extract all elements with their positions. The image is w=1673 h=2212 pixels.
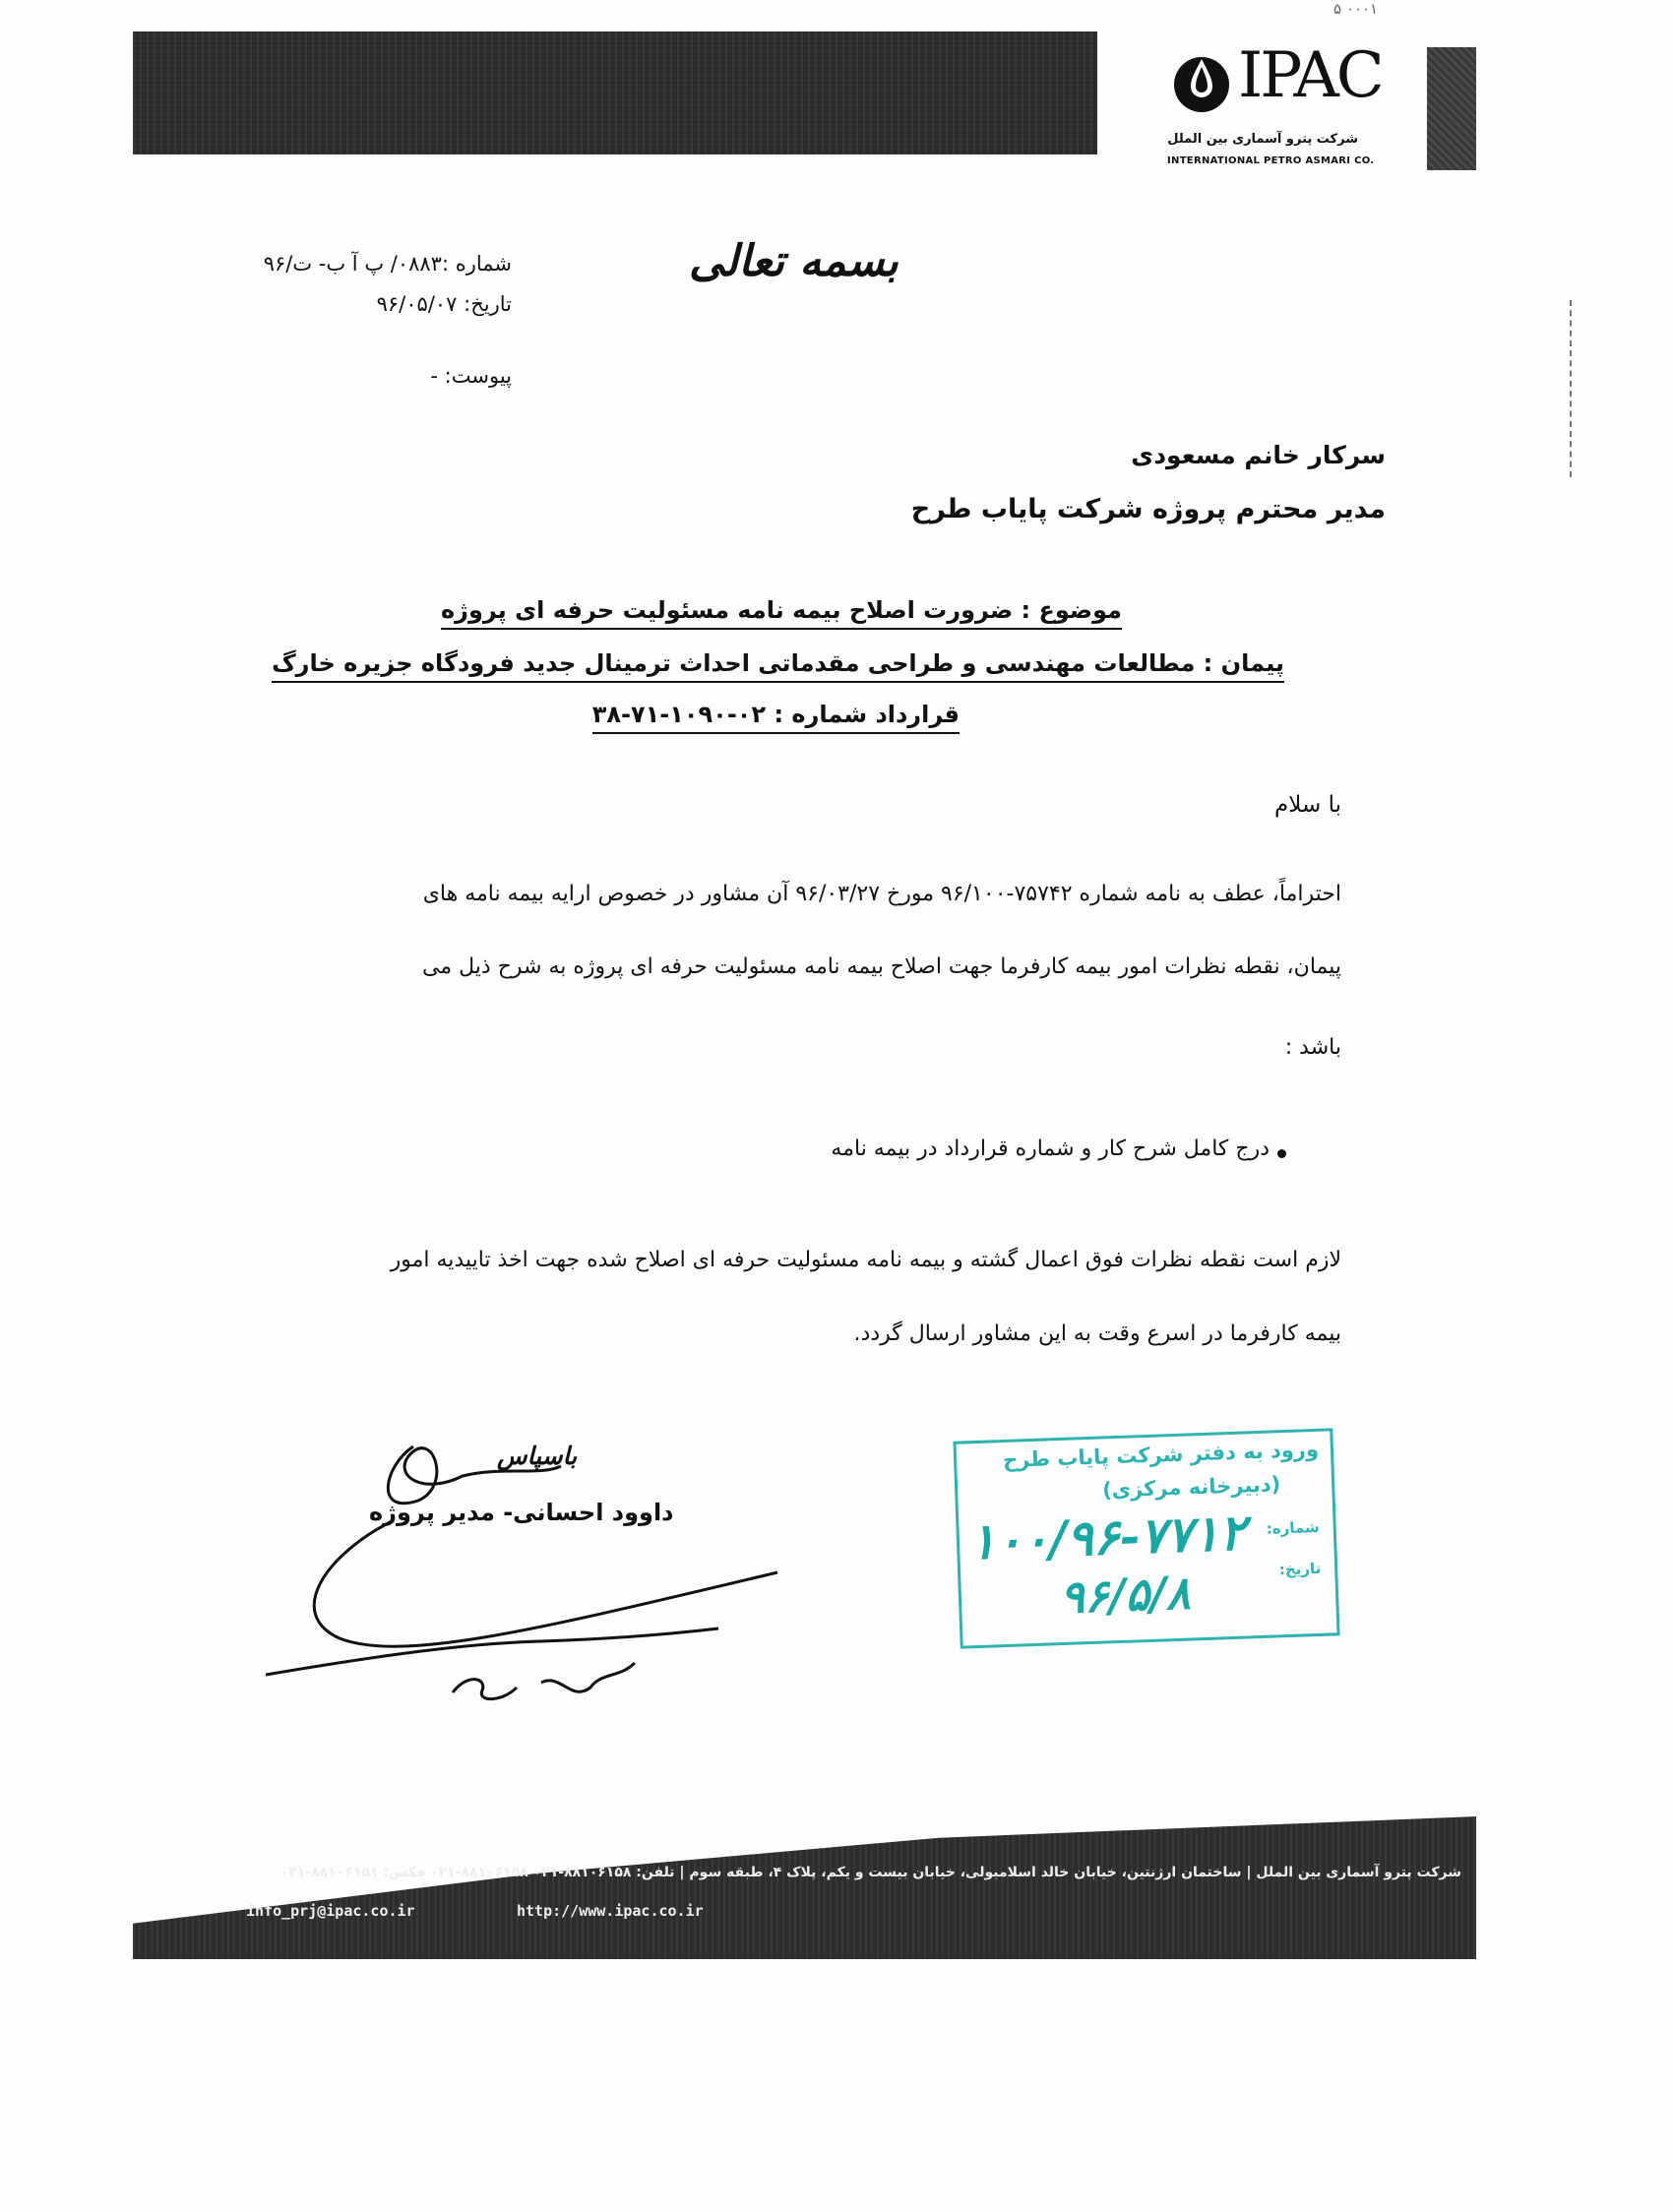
greeting: با سلام xyxy=(1274,792,1341,818)
contract-number-line: قرارداد شماره : ۰۲-۱۰۹۰-۷۱-۳۸ xyxy=(592,701,960,734)
stamp-number: ۱۰۰/۹۶-۷۷۱۲ xyxy=(967,1503,1247,1571)
contract-title-line: پیمان : مطالعات مهندسی و طراحی مقدماتی احداث ترمینال جدید فرودگاه جزیره خارگ xyxy=(272,649,1284,683)
stamp-subtitle: (دبیرخانه مرکزی) xyxy=(1101,1472,1281,1503)
footer-email: info_prj@ipac.co.ir xyxy=(246,1902,415,1920)
paragraph-line: احتراماً، عطف به نامه شماره ۷۵۷۴۲-۹۶/۱۰۰ مورخ ۹۶/۰۳/۲۷ آن مشاور در خصوص ارایه بیمه نامه های xyxy=(422,882,1341,906)
letter-attachment: پیوست: - xyxy=(430,364,512,388)
paragraph-line: باشد : xyxy=(1284,1035,1341,1060)
receipt-stamp xyxy=(953,1428,1339,1648)
company-logo xyxy=(1161,37,1382,175)
stamp-number-label: شماره: xyxy=(1266,1517,1321,1538)
subject-line: موضوع : ضرورت اصلاح بیمه نامه مسئولیت حرفه ای پروژه xyxy=(441,596,1122,630)
footer-contact-info: شرکت پترو آسماری بین الملل | ساختمان ارژنتین، خیابان خالد اسلامبولی، خیابان بیست و یکم، پلاک ۴، طبقه سوم | تلفن: ۸۸۱۰۶۱۵۸-۰۲۱ ۸۸۱۰۶۱۵۸-۰۲۱ فکس: ۸۸۱۰۶۱۵۱-۰۲۱ xyxy=(279,1865,1461,1880)
footer-website: http://www.ipac.co.ir xyxy=(517,1902,704,1920)
addressee-name: سرکار خانم مسعودی xyxy=(1131,441,1386,469)
paragraph-line: پیمان، نقطه نظرات امور بیمه کارفرما جهت اصلاح بیمه نامه مسئولیت حرفه ای پروژه به شرح ذیل می xyxy=(422,954,1341,979)
stamp-date: ۹۶/۵/۸ xyxy=(1059,1566,1192,1625)
bullet-item: درج کامل شرح کار و شماره قرارداد در بیمه نامه xyxy=(831,1137,1270,1161)
signer-name: داوود احسانی- مدیر پروژه xyxy=(369,1499,674,1526)
closing-line: بیمه کارفرما در اسرع وقت به این مشاور ارسال گردد. xyxy=(853,1321,1341,1346)
corner-decoration xyxy=(1427,47,1476,170)
letter-date: تاریخ: ۹۶/۰۵/۰۷ xyxy=(376,292,512,316)
basmala-heading: بسمه تعالی xyxy=(689,236,898,286)
stamp-date-label: تاریخ: xyxy=(1278,1559,1322,1579)
header-banner xyxy=(133,31,1097,154)
signoff: باسپاس xyxy=(497,1442,578,1470)
corner-number: ۵ ۰۰۰۱ xyxy=(1333,0,1379,18)
logo-wordmark: IPAC xyxy=(1238,39,1382,112)
bullet-icon xyxy=(1277,1149,1286,1158)
margin-mark xyxy=(1570,300,1574,477)
closing-line: لازم است نقطه نظرات فوق اعمال گشته و بیمه نامه مسئولیت حرفه ای اصلاح شده جهت اخذ تاییدیه امور xyxy=(390,1248,1341,1272)
stamp-title: ورود به دفتر شرکت پایاب طرح xyxy=(1002,1437,1320,1473)
letter-number: شماره :۰۸۸۳/ پ آ ب- ت/۹۶ xyxy=(263,252,512,276)
oil-drop-icon xyxy=(1171,45,1232,114)
logo-english-name: INTERNATIONAL PETRO ASMARI CO. xyxy=(1167,155,1375,166)
logo-persian-name: شرکت پترو آسماری بین الملل xyxy=(1167,132,1358,147)
footer-banner xyxy=(133,1816,1476,1959)
addressee-title: مدیر محترم پروژه شرکت پایاب طرح xyxy=(910,494,1386,524)
